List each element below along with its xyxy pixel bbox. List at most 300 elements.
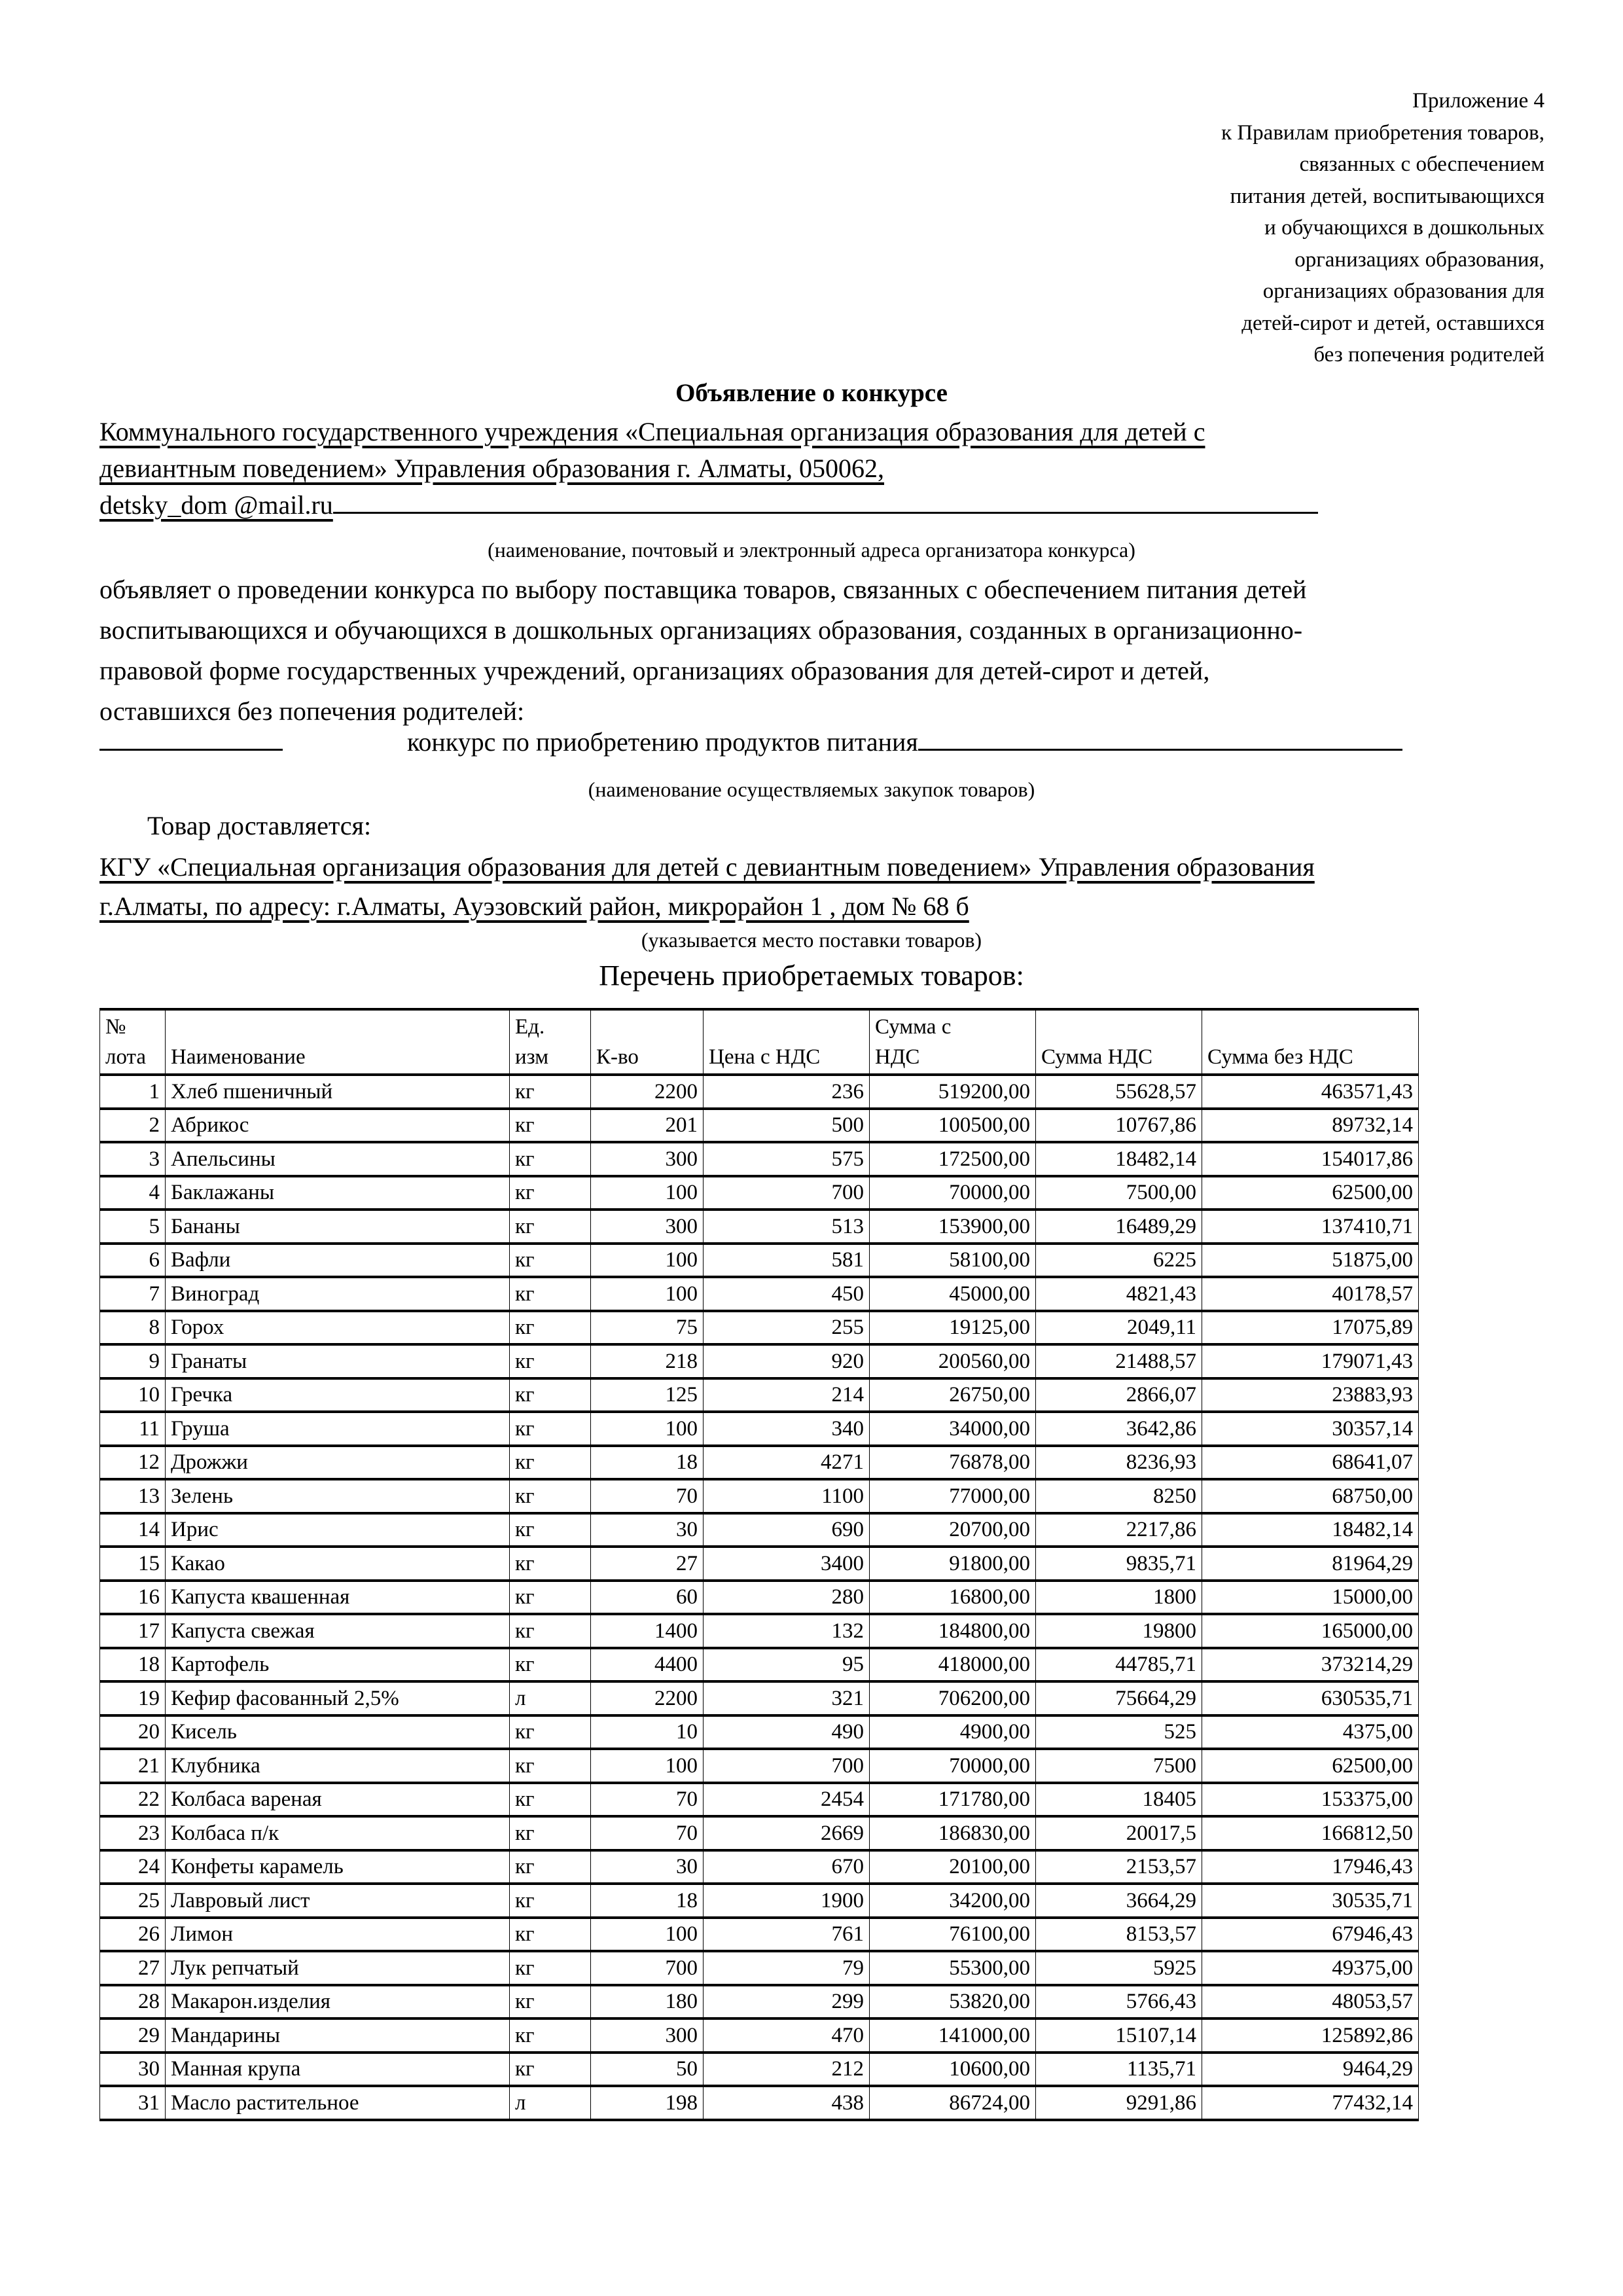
item-name-cell: Макарон.изделия bbox=[166, 1985, 510, 2019]
vat-amount-cell: 19800 bbox=[1036, 1614, 1202, 1648]
vat-amount-cell: 525 bbox=[1036, 1715, 1202, 1749]
unit-cell: кг bbox=[510, 1749, 591, 1783]
price-with-vat-cell: 2669 bbox=[704, 1816, 870, 1850]
price-with-vat-cell: 280 bbox=[704, 1581, 870, 1615]
price-with-vat-cell: 132 bbox=[704, 1614, 870, 1648]
appendix-line: детей-сирот и детей, оставшихся bbox=[1241, 311, 1544, 335]
item-name-cell: Баклажаны bbox=[166, 1176, 510, 1210]
organizer-caption: (наименование, почтовый и электронный адреса организатора конкурса) bbox=[488, 538, 1135, 562]
unit-cell: кг bbox=[510, 1344, 591, 1378]
vat-amount-cell: 5766,43 bbox=[1036, 1985, 1202, 2019]
lot-number-cell: 16 bbox=[100, 1581, 166, 1615]
item-name-cell: Ирис bbox=[166, 1513, 510, 1547]
item-name-cell: Колбаса вареная bbox=[166, 1783, 510, 1817]
table-row bbox=[100, 1210, 1419, 1244]
delivery-label: Товар доставляется: bbox=[147, 811, 372, 840]
lot-number-cell: 13 bbox=[100, 1479, 166, 1513]
price-with-vat-cell: 1100 bbox=[704, 1479, 870, 1513]
item-name-cell: Лимон bbox=[166, 1918, 510, 1952]
price-with-vat-cell: 321 bbox=[704, 1681, 870, 1715]
price-with-vat-cell: 299 bbox=[704, 1985, 870, 2019]
table-row bbox=[100, 1816, 1419, 1850]
table-row bbox=[100, 1075, 1419, 1109]
unit-cell: кг bbox=[510, 1985, 591, 2019]
sum-without-vat-cell: 68750,00 bbox=[1202, 1479, 1419, 1513]
vat-amount-cell: 75664,29 bbox=[1036, 1681, 1202, 1715]
header-lot: № лота bbox=[100, 1009, 166, 1075]
quantity-cell: 700 bbox=[591, 1951, 704, 1985]
quantity-cell: 50 bbox=[591, 2053, 704, 2087]
table-row bbox=[100, 2018, 1419, 2053]
quantity-cell: 100 bbox=[591, 1918, 704, 1952]
sum-without-vat-cell: 77432,14 bbox=[1202, 2086, 1419, 2120]
price-with-vat-cell: 214 bbox=[704, 1378, 870, 1412]
quantity-cell: 100 bbox=[591, 1277, 704, 1311]
sum-without-vat-cell: 23883,93 bbox=[1202, 1378, 1419, 1412]
unit-cell: л bbox=[510, 2086, 591, 2120]
sum-with-vat-cell: 76878,00 bbox=[870, 1446, 1036, 1480]
table-row bbox=[100, 1648, 1419, 1682]
item-name-cell: Гранаты bbox=[166, 1344, 510, 1378]
appendix-line: и обучающихся в дошкольных bbox=[1264, 216, 1544, 240]
unit-cell: кг bbox=[510, 1109, 591, 1143]
table-row bbox=[100, 1715, 1419, 1749]
quantity-cell: 300 bbox=[591, 1142, 704, 1176]
appendix-line: к Правилам приобретения товаров, bbox=[1221, 120, 1544, 145]
item-name-cell: Кисель bbox=[166, 1715, 510, 1749]
unit-cell: кг bbox=[510, 1951, 591, 1985]
vat-amount-cell: 9291,86 bbox=[1036, 2086, 1202, 2120]
table-row bbox=[100, 1884, 1419, 1918]
vat-amount-cell: 15107,14 bbox=[1036, 2018, 1202, 2053]
table-row bbox=[100, 1378, 1419, 1412]
item-name-cell: Апельсины bbox=[166, 1142, 510, 1176]
header-qty: К-во bbox=[591, 1009, 704, 1075]
price-with-vat-cell: 2454 bbox=[704, 1783, 870, 1817]
vat-amount-cell: 10767,86 bbox=[1036, 1109, 1202, 1143]
vat-amount-cell: 7500,00 bbox=[1036, 1176, 1202, 1210]
appendix-line: Приложение 4 bbox=[1412, 89, 1544, 113]
sum-with-vat-cell: 200560,00 bbox=[870, 1344, 1036, 1378]
organizer-email: detsky_dom @mail.ru bbox=[99, 490, 333, 520]
sum-without-vat-cell: 40178,57 bbox=[1202, 1277, 1419, 1311]
vat-amount-cell: 44785,71 bbox=[1036, 1648, 1202, 1682]
appendix-note bbox=[1139, 85, 1544, 371]
price-with-vat-cell: 490 bbox=[704, 1715, 870, 1749]
sum-with-vat-cell: 418000,00 bbox=[870, 1648, 1036, 1682]
quantity-cell: 30 bbox=[591, 1513, 704, 1547]
quantity-cell: 100 bbox=[591, 1412, 704, 1446]
sum-without-vat-cell: 81964,29 bbox=[1202, 1547, 1419, 1581]
lot-number-cell: 26 bbox=[100, 1918, 166, 1952]
lot-number-cell: 18 bbox=[100, 1648, 166, 1682]
lot-number-cell: 31 bbox=[100, 2086, 166, 2120]
price-with-vat-cell: 95 bbox=[704, 1648, 870, 1682]
item-name-cell: Абрикос bbox=[166, 1109, 510, 1143]
unit-cell: л bbox=[510, 1681, 591, 1715]
sum-with-vat-cell: 519200,00 bbox=[870, 1075, 1036, 1109]
vat-amount-cell: 2217,86 bbox=[1036, 1513, 1202, 1547]
sum-without-vat-cell: 62500,00 bbox=[1202, 1749, 1419, 1783]
sum-without-vat-cell: 137410,71 bbox=[1202, 1210, 1419, 1244]
price-with-vat-cell: 690 bbox=[704, 1513, 870, 1547]
announcement-line: воспитывающихся и обучающихся в дошкольных организациях образования, созданных в организационно- bbox=[99, 615, 1303, 645]
sum-with-vat-cell: 53820,00 bbox=[870, 1985, 1036, 2019]
table-row bbox=[100, 1109, 1419, 1143]
lot-number-cell: 24 bbox=[100, 1850, 166, 1884]
goods-table bbox=[99, 1008, 1419, 2121]
blank-fill-line bbox=[99, 729, 283, 751]
quantity-cell: 100 bbox=[591, 1244, 704, 1278]
unit-cell: кг bbox=[510, 1378, 591, 1412]
vat-amount-cell: 1135,71 bbox=[1036, 2053, 1202, 2087]
sum-with-vat-cell: 141000,00 bbox=[870, 2018, 1036, 2053]
blank-fill-line bbox=[333, 492, 1318, 514]
sum-with-vat-cell: 172500,00 bbox=[870, 1142, 1036, 1176]
sum-without-vat-cell: 125892,86 bbox=[1202, 2018, 1419, 2053]
goods-list-title: Перечень приобретаемых товаров: bbox=[599, 960, 1024, 992]
quantity-cell: 70 bbox=[591, 1783, 704, 1817]
item-name-cell: Бананы bbox=[166, 1210, 510, 1244]
item-name-cell: Мандарины bbox=[166, 2018, 510, 2053]
table-row bbox=[100, 2053, 1419, 2087]
price-with-vat-cell: 438 bbox=[704, 2086, 870, 2120]
table-row bbox=[100, 1311, 1419, 1345]
price-with-vat-cell: 513 bbox=[704, 1210, 870, 1244]
sum-without-vat-cell: 463571,43 bbox=[1202, 1075, 1419, 1109]
sum-without-vat-cell: 67946,43 bbox=[1202, 1918, 1419, 1952]
item-name-cell: Какао bbox=[166, 1547, 510, 1581]
lot-number-cell: 12 bbox=[100, 1446, 166, 1480]
item-name-cell: Лавровый лист bbox=[166, 1884, 510, 1918]
lot-number-cell: 5 bbox=[100, 1210, 166, 1244]
sum-without-vat-cell: 68641,07 bbox=[1202, 1446, 1419, 1480]
unit-cell: кг bbox=[510, 1142, 591, 1176]
quantity-cell: 4400 bbox=[591, 1648, 704, 1682]
table-row bbox=[100, 1918, 1419, 1952]
sum-without-vat-cell: 51875,00 bbox=[1202, 1244, 1419, 1278]
organizer-block bbox=[99, 414, 1539, 524]
lot-number-cell: 8 bbox=[100, 1311, 166, 1345]
item-name-cell: Клубника bbox=[166, 1749, 510, 1783]
sum-with-vat-cell: 153900,00 bbox=[870, 1210, 1036, 1244]
lot-number-cell: 25 bbox=[100, 1884, 166, 1918]
unit-cell: кг bbox=[510, 1884, 591, 1918]
blank-fill-line bbox=[918, 729, 1402, 751]
item-name-cell: Гречка bbox=[166, 1378, 510, 1412]
appendix-line: без попечения родителей bbox=[1313, 343, 1544, 367]
price-with-vat-cell: 700 bbox=[704, 1749, 870, 1783]
unit-cell: кг bbox=[510, 1244, 591, 1278]
sum-without-vat-cell: 17075,89 bbox=[1202, 1311, 1419, 1345]
item-name-cell: Колбаса п/к bbox=[166, 1816, 510, 1850]
lot-number-cell: 29 bbox=[100, 2018, 166, 2053]
vat-amount-cell: 4821,43 bbox=[1036, 1277, 1202, 1311]
quantity-cell: 300 bbox=[591, 2018, 704, 2053]
procurement-subject: конкурс по приобретению продуктов питания bbox=[407, 727, 918, 757]
sum-with-vat-cell: 19125,00 bbox=[870, 1311, 1036, 1345]
sum-without-vat-cell: 630535,71 bbox=[1202, 1681, 1419, 1715]
price-with-vat-cell: 581 bbox=[704, 1244, 870, 1278]
quantity-cell: 100 bbox=[591, 1749, 704, 1783]
sum-with-vat-cell: 20100,00 bbox=[870, 1850, 1036, 1884]
item-name-cell: Вафли bbox=[166, 1244, 510, 1278]
lot-number-cell: 11 bbox=[100, 1412, 166, 1446]
table-row bbox=[100, 1344, 1419, 1378]
announcement-line: оставшихся без попечения родителей: bbox=[99, 696, 525, 726]
sum-without-vat-cell: 373214,29 bbox=[1202, 1648, 1419, 1682]
quantity-cell: 70 bbox=[591, 1816, 704, 1850]
item-name-cell: Конфеты карамель bbox=[166, 1850, 510, 1884]
unit-cell: кг bbox=[510, 1581, 591, 1615]
lot-number-cell: 17 bbox=[100, 1614, 166, 1648]
unit-cell: кг bbox=[510, 1850, 591, 1884]
unit-cell: кг bbox=[510, 1311, 591, 1345]
price-with-vat-cell: 700 bbox=[704, 1176, 870, 1210]
unit-cell: кг bbox=[510, 1513, 591, 1547]
table-header-row bbox=[100, 1009, 1419, 1075]
unit-cell: кг bbox=[510, 1648, 591, 1682]
quantity-cell: 10 bbox=[591, 1715, 704, 1749]
lot-number-cell: 23 bbox=[100, 1816, 166, 1850]
vat-amount-cell: 8153,57 bbox=[1036, 1918, 1202, 1952]
announcement-text bbox=[99, 569, 1507, 732]
vat-amount-cell: 8250 bbox=[1036, 1479, 1202, 1513]
quantity-cell: 100 bbox=[591, 1176, 704, 1210]
vat-amount-cell: 20017,5 bbox=[1036, 1816, 1202, 1850]
unit-cell: кг bbox=[510, 1075, 591, 1109]
header-sum-without-vat: Сумма без НДС bbox=[1202, 1009, 1419, 1075]
delivery-caption: (указывается место поставки товаров) bbox=[641, 928, 982, 952]
sum-with-vat-cell: 55300,00 bbox=[870, 1951, 1036, 1985]
quantity-cell: 27 bbox=[591, 1547, 704, 1581]
sum-with-vat-cell: 100500,00 bbox=[870, 1109, 1036, 1143]
price-with-vat-cell: 500 bbox=[704, 1109, 870, 1143]
item-name-cell: Горох bbox=[166, 1311, 510, 1345]
delivery-address bbox=[99, 848, 1315, 926]
price-with-vat-cell: 236 bbox=[704, 1075, 870, 1109]
item-name-cell: Дрожжи bbox=[166, 1446, 510, 1480]
vat-amount-cell: 55628,57 bbox=[1036, 1075, 1202, 1109]
header-price: Цена с НДС bbox=[704, 1009, 870, 1075]
table-row bbox=[100, 1749, 1419, 1783]
sum-with-vat-cell: 184800,00 bbox=[870, 1614, 1036, 1648]
sum-with-vat-cell: 58100,00 bbox=[870, 1244, 1036, 1278]
vat-amount-cell: 16489,29 bbox=[1036, 1210, 1202, 1244]
sum-without-vat-cell: 30357,14 bbox=[1202, 1412, 1419, 1446]
sum-without-vat-cell: 154017,86 bbox=[1202, 1142, 1419, 1176]
item-name-cell: Капуста квашенная bbox=[166, 1581, 510, 1615]
table-row bbox=[100, 1142, 1419, 1176]
sum-without-vat-cell: 30535,71 bbox=[1202, 1884, 1419, 1918]
appendix-line: организациях образования, bbox=[1294, 247, 1544, 272]
price-with-vat-cell: 3400 bbox=[704, 1547, 870, 1581]
item-name-cell: Виноград bbox=[166, 1277, 510, 1311]
lot-number-cell: 20 bbox=[100, 1715, 166, 1749]
sum-without-vat-cell: 9464,29 bbox=[1202, 2053, 1419, 2087]
price-with-vat-cell: 450 bbox=[704, 1277, 870, 1311]
sum-without-vat-cell: 89732,14 bbox=[1202, 1109, 1419, 1143]
price-with-vat-cell: 1900 bbox=[704, 1884, 870, 1918]
price-with-vat-cell: 340 bbox=[704, 1412, 870, 1446]
unit-cell: кг bbox=[510, 1547, 591, 1581]
sum-with-vat-cell: 91800,00 bbox=[870, 1547, 1036, 1581]
sum-without-vat-cell: 165000,00 bbox=[1202, 1614, 1419, 1648]
sum-with-vat-cell: 86724,00 bbox=[870, 2086, 1036, 2120]
vat-amount-cell: 21488,57 bbox=[1036, 1344, 1202, 1378]
organizer-line-2: девиантным поведением» Управления образования г. Алматы, 050062, bbox=[99, 454, 885, 483]
sum-with-vat-cell: 34200,00 bbox=[870, 1884, 1036, 1918]
sum-without-vat-cell: 15000,00 bbox=[1202, 1581, 1419, 1615]
price-with-vat-cell: 761 bbox=[704, 1918, 870, 1952]
lot-number-cell: 9 bbox=[100, 1344, 166, 1378]
delivery-line-1: КГУ «Специальная организация образования для детей с девиантным поведением» Управления образования bbox=[99, 852, 1315, 882]
unit-cell: кг bbox=[510, 1715, 591, 1749]
sum-with-vat-cell: 77000,00 bbox=[870, 1479, 1036, 1513]
item-name-cell: Хлеб пшеничный bbox=[166, 1075, 510, 1109]
item-name-cell: Масло растительное bbox=[166, 2086, 510, 2120]
price-with-vat-cell: 79 bbox=[704, 1951, 870, 1985]
vat-amount-cell: 5925 bbox=[1036, 1951, 1202, 1985]
table-row bbox=[100, 2086, 1419, 2120]
quantity-cell: 60 bbox=[591, 1581, 704, 1615]
table-row bbox=[100, 1277, 1419, 1311]
quantity-cell: 18 bbox=[591, 1446, 704, 1480]
table-row bbox=[100, 1479, 1419, 1513]
lot-number-cell: 2 bbox=[100, 1109, 166, 1143]
vat-amount-cell: 3642,86 bbox=[1036, 1412, 1202, 1446]
vat-amount-cell: 9835,71 bbox=[1036, 1547, 1202, 1581]
sum-with-vat-cell: 20700,00 bbox=[870, 1513, 1036, 1547]
quantity-cell: 218 bbox=[591, 1344, 704, 1378]
appendix-line: связанных с обеспечением bbox=[1299, 152, 1544, 176]
sum-with-vat-cell: 26750,00 bbox=[870, 1378, 1036, 1412]
vat-amount-cell: 7500 bbox=[1036, 1749, 1202, 1783]
lot-number-cell: 22 bbox=[100, 1783, 166, 1817]
quantity-cell: 2200 bbox=[591, 1681, 704, 1715]
quantity-cell: 300 bbox=[591, 1210, 704, 1244]
table-row bbox=[100, 1412, 1419, 1446]
lot-number-cell: 27 bbox=[100, 1951, 166, 1985]
table-row bbox=[100, 1513, 1419, 1547]
sum-without-vat-cell: 18482,14 bbox=[1202, 1513, 1419, 1547]
document-title: Объявление о конкурсе bbox=[675, 379, 948, 407]
item-name-cell: Картофель bbox=[166, 1648, 510, 1682]
organizer-line-1: Коммунального государственного учреждения «Специальная организация образования для детей с bbox=[99, 417, 1205, 446]
sum-without-vat-cell: 153375,00 bbox=[1202, 1783, 1419, 1817]
table-row bbox=[100, 1581, 1419, 1615]
item-name-cell: Капуста свежая bbox=[166, 1614, 510, 1648]
sum-without-vat-cell: 4375,00 bbox=[1202, 1715, 1419, 1749]
sum-with-vat-cell: 10600,00 bbox=[870, 2053, 1036, 2087]
item-name-cell: Кефир фасованный 2,5% bbox=[166, 1681, 510, 1715]
subject-caption: (наименование осуществляемых закупок товаров) bbox=[588, 778, 1035, 801]
unit-cell: кг bbox=[510, 1816, 591, 1850]
sum-without-vat-cell: 62500,00 bbox=[1202, 1176, 1419, 1210]
sum-without-vat-cell: 179071,43 bbox=[1202, 1344, 1419, 1378]
announcement-line: правовой форме государственных учреждений, организациях образования для детей-сирот и детей, bbox=[99, 656, 1210, 685]
table-row bbox=[100, 1681, 1419, 1715]
sum-with-vat-cell: 76100,00 bbox=[870, 1918, 1036, 1952]
lot-number-cell: 21 bbox=[100, 1749, 166, 1783]
sum-with-vat-cell: 4900,00 bbox=[870, 1715, 1036, 1749]
lot-number-cell: 6 bbox=[100, 1244, 166, 1278]
price-with-vat-cell: 4271 bbox=[704, 1446, 870, 1480]
header-name: Наименование bbox=[166, 1009, 510, 1075]
announcement-line: объявляет о проведении конкурса по выбору поставщика товаров, связанных с обеспечением питания детей bbox=[99, 575, 1307, 604]
quantity-cell: 75 bbox=[591, 1311, 704, 1345]
unit-cell: кг bbox=[510, 1783, 591, 1817]
lot-number-cell: 15 bbox=[100, 1547, 166, 1581]
vat-amount-cell: 2866,07 bbox=[1036, 1378, 1202, 1412]
appendix-line: питания детей, воспитывающихся bbox=[1230, 184, 1544, 208]
quantity-cell: 18 bbox=[591, 1884, 704, 1918]
sum-without-vat-cell: 49375,00 bbox=[1202, 1951, 1419, 1985]
vat-amount-cell: 8236,93 bbox=[1036, 1446, 1202, 1480]
table-row bbox=[100, 1985, 1419, 2019]
quantity-cell: 2200 bbox=[591, 1075, 704, 1109]
vat-amount-cell: 18405 bbox=[1036, 1783, 1202, 1817]
unit-cell: кг bbox=[510, 1918, 591, 1952]
sum-without-vat-cell: 166812,50 bbox=[1202, 1816, 1419, 1850]
header-sum-with-vat: Сумма с НДС bbox=[870, 1009, 1036, 1075]
quantity-cell: 180 bbox=[591, 1985, 704, 2019]
table-row bbox=[100, 1614, 1419, 1648]
vat-amount-cell: 18482,14 bbox=[1036, 1142, 1202, 1176]
unit-cell: кг bbox=[510, 1277, 591, 1311]
lot-number-cell: 1 bbox=[100, 1075, 166, 1109]
vat-amount-cell: 2049,11 bbox=[1036, 1311, 1202, 1345]
table-row bbox=[100, 1850, 1419, 1884]
unit-cell: кг bbox=[510, 2053, 591, 2087]
item-name-cell: Манная крупа bbox=[166, 2053, 510, 2087]
lot-number-cell: 10 bbox=[100, 1378, 166, 1412]
lot-number-cell: 30 bbox=[100, 2053, 166, 2087]
quantity-cell: 70 bbox=[591, 1479, 704, 1513]
vat-amount-cell: 1800 bbox=[1036, 1581, 1202, 1615]
price-with-vat-cell: 212 bbox=[704, 2053, 870, 2087]
header-unit: Ед. изм bbox=[510, 1009, 591, 1075]
quantity-cell: 125 bbox=[591, 1378, 704, 1412]
sum-with-vat-cell: 171780,00 bbox=[870, 1783, 1036, 1817]
table-row bbox=[100, 1547, 1419, 1581]
unit-cell: кг bbox=[510, 1446, 591, 1480]
sum-with-vat-cell: 16800,00 bbox=[870, 1581, 1036, 1615]
sum-with-vat-cell: 70000,00 bbox=[870, 1176, 1036, 1210]
lot-number-cell: 4 bbox=[100, 1176, 166, 1210]
price-with-vat-cell: 470 bbox=[704, 2018, 870, 2053]
quantity-cell: 198 bbox=[591, 2086, 704, 2120]
sum-with-vat-cell: 45000,00 bbox=[870, 1277, 1036, 1311]
sum-without-vat-cell: 17946,43 bbox=[1202, 1850, 1419, 1884]
table-row bbox=[100, 1244, 1419, 1278]
unit-cell: кг bbox=[510, 1479, 591, 1513]
vat-amount-cell: 2153,57 bbox=[1036, 1850, 1202, 1884]
price-with-vat-cell: 920 bbox=[704, 1344, 870, 1378]
lot-number-cell: 3 bbox=[100, 1142, 166, 1176]
vat-amount-cell: 3664,29 bbox=[1036, 1884, 1202, 1918]
appendix-line: организациях образования для bbox=[1262, 279, 1544, 303]
lot-number-cell: 19 bbox=[100, 1681, 166, 1715]
header-vat: Сумма НДС bbox=[1036, 1009, 1202, 1075]
lot-number-cell: 7 bbox=[100, 1277, 166, 1311]
lot-number-cell: 14 bbox=[100, 1513, 166, 1547]
lot-number-cell: 28 bbox=[100, 1985, 166, 2019]
quantity-cell: 1400 bbox=[591, 1614, 704, 1648]
unit-cell: кг bbox=[510, 1210, 591, 1244]
table-row bbox=[100, 1951, 1419, 1985]
item-name-cell: Груша bbox=[166, 1412, 510, 1446]
